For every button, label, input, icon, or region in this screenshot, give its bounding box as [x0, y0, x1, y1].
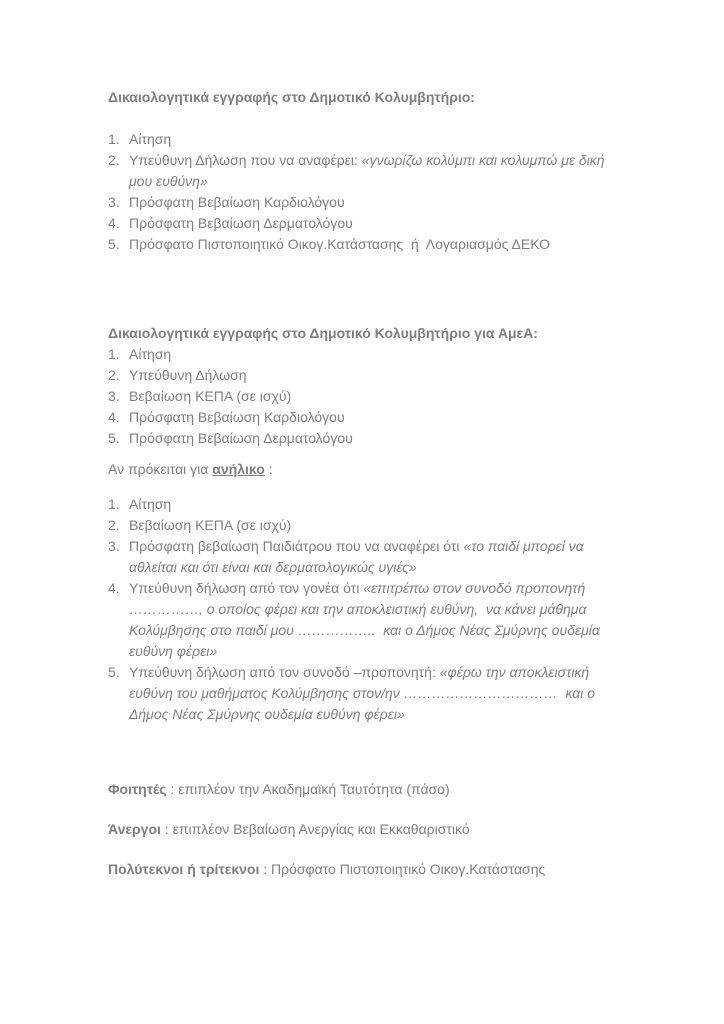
notes-block: [108, 779, 624, 880]
document-content: [108, 87, 624, 899]
list-item-text-normal: Υπεύθυνη δήλωση από τον γονέα ότι: [129, 580, 364, 596]
list-item-text: [129, 494, 624, 515]
note-text: : επιπλέον την Ακαδημαϊκή Ταυτότητα (πάσο): [166, 781, 450, 797]
list-item-number: 3.: [108, 194, 120, 210]
list-item: [108, 536, 624, 578]
list-item: [108, 407, 624, 428]
list-item-text: [129, 407, 624, 428]
list-item: [108, 129, 624, 150]
list-item-number: 1.: [108, 496, 120, 512]
list-item-text: [129, 515, 624, 536]
list-item: [108, 386, 624, 407]
list-item: [108, 578, 624, 662]
list-item: [108, 365, 624, 386]
minor-intro-line: [108, 459, 624, 480]
minor-intro-text: Αν πρόκειται για: [108, 461, 213, 477]
list-item-text: [129, 129, 624, 150]
list-item-text: [129, 365, 624, 386]
list-item-text-normal: Υπεύθυνη δήλωση από τον συνοδό –προπονητή:: [129, 664, 440, 680]
list-item-number: 4.: [108, 580, 120, 596]
list-item: [108, 662, 624, 725]
list-item-number: 1.: [108, 346, 120, 362]
list-item-text-normal: Πρόσφατο Πιστοποιητικό Οικογ.Κατάστασης ή Λογαριασμός ΔΕΚΟ: [129, 236, 550, 252]
list-item-text-normal: Υπεύθυνη Δήλωση που να αναφέρει:: [129, 152, 362, 168]
section-amea-heading: Δικαιολογητικά εγγραφής στο Δημοτικό Κολυμβητήριο για ΑμεΑ:: [108, 325, 538, 341]
list-item-text-normal: Βεβαίωση ΚΕΠΑ (σε ισχύ): [129, 388, 292, 404]
section-adults-list: [108, 129, 624, 255]
list-item: [108, 234, 624, 255]
list-item: [108, 150, 624, 192]
list-item: [108, 213, 624, 234]
note-text: : επιπλέον Βεβαίωση Ανεργίας και Εκκαθαριστικό: [160, 821, 470, 837]
list-item-text: [129, 213, 624, 234]
note-category-label: Άνεργοι: [108, 821, 161, 837]
list-item: [108, 192, 624, 213]
section-minor-list: [108, 494, 624, 725]
note-unemployed: [108, 819, 624, 840]
section-amea-list: [108, 344, 624, 449]
list-item-number: 2.: [108, 367, 120, 383]
list-item-number: 2.: [108, 517, 120, 533]
list-item-text: [129, 344, 624, 365]
list-item-text-quote: «το παιδί μπορεί να αθλείται και ότι είναι και δερματολογικώς υγιές»: [129, 538, 588, 575]
list-item-text: [129, 428, 624, 449]
list-item-text-quote: «επιτρέπω στον συνοδό προπονητή ……………, ο οποίος φέρει και την αποκλειστική ευθύνη, να κάνει μάθημα Κολύμβησης στο παιδί μου …………….. και ο Δήμος Νέας Σμύρνης ουδεμία ευθύνη φέρει»: [129, 580, 604, 659]
list-item: [108, 515, 624, 536]
list-item-text-normal: Πρόσφατη Βεβαίωση Καρδιολόγου: [129, 194, 345, 210]
note-large-families: [108, 859, 624, 880]
list-item-number: 1.: [108, 131, 120, 147]
list-item: [108, 344, 624, 365]
list-item-text: [129, 578, 624, 662]
list-item-number: 4.: [108, 215, 120, 231]
list-item-number: 2.: [108, 152, 120, 168]
list-item-number: 3.: [108, 388, 120, 404]
list-item-text: [129, 662, 624, 725]
list-item: [108, 494, 624, 515]
list-item-text: [129, 150, 624, 192]
list-item-number: 5.: [108, 430, 120, 446]
list-item-text-normal: Πρόσφατη Βεβαίωση Δερματολόγου: [129, 215, 353, 231]
list-item: [108, 428, 624, 449]
note-text: : Πρόσφατο Πιστοποιητικό Οικογ.Κατάστασης: [259, 861, 546, 877]
minor-intro-tail: :: [264, 461, 273, 477]
list-item-text-normal: Υπεύθυνη Δήλωση: [129, 367, 247, 383]
list-item-text-normal: Πρόσφατη Βεβαίωση Καρδιολόγου: [129, 409, 345, 425]
list-item-text-normal: Αίτηση: [129, 131, 172, 147]
list-item-text-normal: Αίτηση: [129, 496, 172, 512]
list-item-number: 4.: [108, 409, 120, 425]
note-category-label: Πολύτεκνοι ή τρίτεκνοι: [108, 861, 260, 877]
list-item-text: [129, 192, 624, 213]
note-category-label: Φοιτητές: [108, 781, 167, 797]
list-item-number: 3.: [108, 538, 120, 554]
note-students: [108, 779, 624, 800]
list-item-text: [129, 234, 624, 255]
list-item-text: [129, 386, 624, 407]
section-adults-heading: Δικαιολογητικά εγγραφής στο Δημοτικό Κολυμβητήριο:: [108, 89, 475, 105]
list-item-text-normal: Πρόσφατη Βεβαίωση Δερματολόγου: [129, 430, 353, 446]
list-item-text-normal: Βεβαίωση ΚΕΠΑ (σε ισχύ): [129, 517, 292, 533]
list-item-number: 5.: [108, 664, 120, 680]
list-item-text-quote: «φέρω την αποκλειστική ευθύνη του μαθήματος Κολύμβησης στον/ην …………………………… και ο Δήμος Νέας Σμύρνης ουδεμία ευθύνη φέρει»: [129, 664, 599, 722]
list-item-text-normal: Αίτηση: [129, 346, 172, 362]
minor-intro-keyword: ανήλικο: [212, 461, 265, 477]
list-item-number: 5.: [108, 236, 120, 252]
list-item-text: [129, 536, 624, 578]
list-item-text-normal: Πρόσφατη βεβαίωση Παιδιάτρου που να αναφέρει ότι: [129, 538, 464, 554]
list-item-text-quote: «γνωρίζω κολύμπι και κολυμπώ με δική μου ευθύνη»: [129, 152, 609, 189]
